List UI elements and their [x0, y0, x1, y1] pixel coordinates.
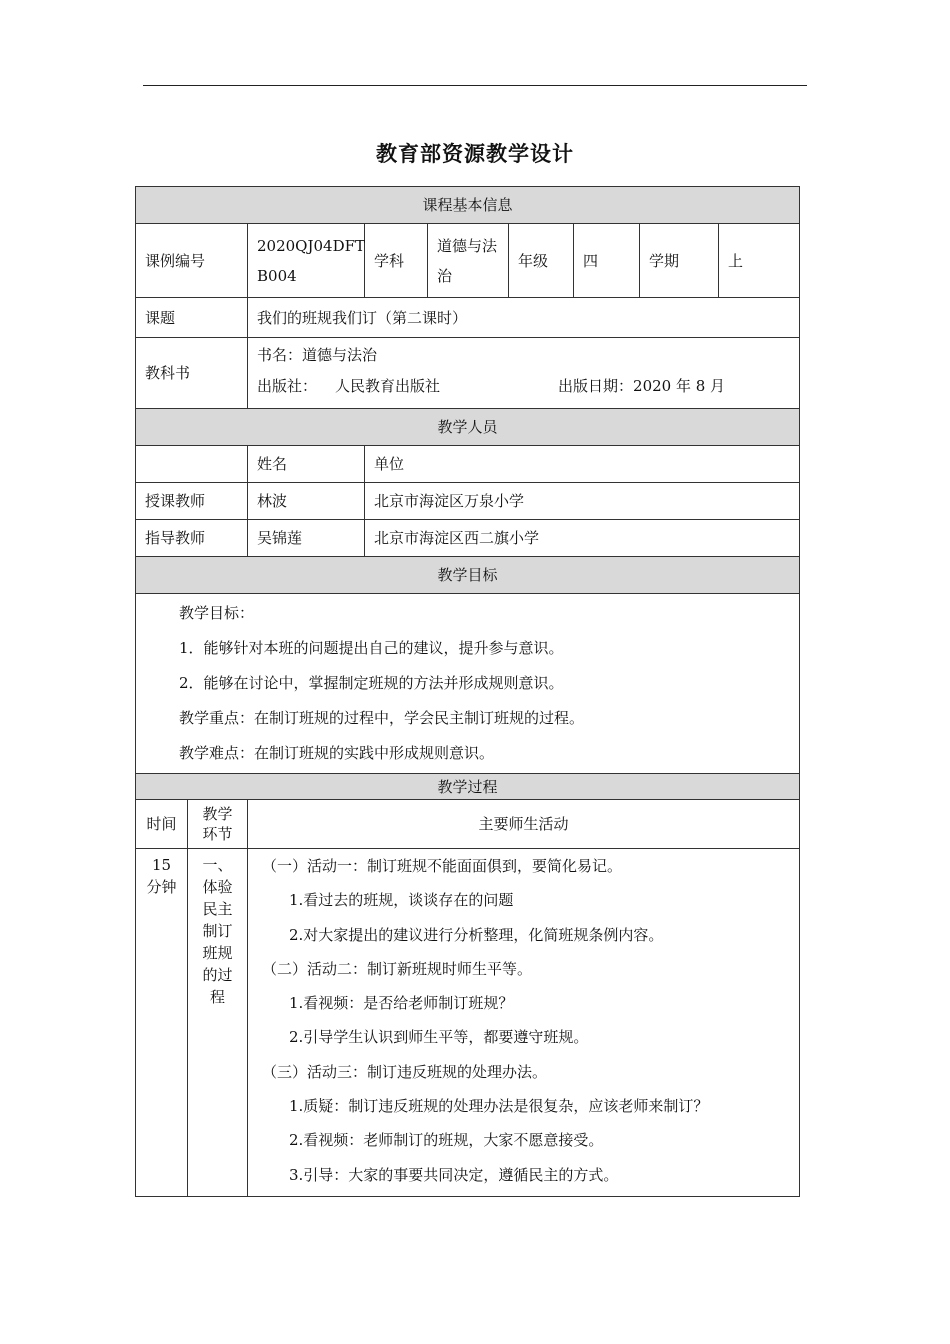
subject-label: 学科	[365, 224, 428, 298]
section-goals-title: 教学目标	[136, 557, 800, 594]
time-line-2: 分钟	[146, 878, 177, 896]
staff-role-header	[136, 446, 248, 483]
process-time-header: 时间	[136, 800, 188, 849]
header-rule	[143, 85, 807, 86]
pub-date: 出版日期：2020 年 8 月	[558, 377, 726, 395]
staff-row	[136, 483, 800, 520]
book-name: 书名：道德与法治	[257, 346, 378, 364]
activity-item: 2.看视频：老师制订的班规，大家不愿意接受。	[289, 1131, 604, 1150]
goal-line: 教学难点：在制订班规的实践中形成规则意识。	[179, 744, 495, 762]
goals-row	[136, 594, 800, 774]
activity-heading: （二）活动二：制订新班规时师生平等。	[262, 959, 533, 978]
goals-content	[136, 594, 800, 774]
section-goals	[136, 557, 800, 594]
step-line: 民主	[202, 900, 233, 918]
section-staff	[136, 409, 800, 446]
activity-item: 1.看过去的班规，谈谈存在的问题	[289, 891, 514, 910]
grade-value: 四	[574, 224, 640, 298]
case-no-label: 课例编号	[136, 224, 248, 298]
process-activity-header: 主要师生活动	[248, 800, 800, 849]
section-basic-title: 课程基本信息	[136, 187, 800, 224]
staff-name-header: 姓名	[248, 446, 365, 483]
lesson-design-table	[135, 186, 800, 1197]
textbook-label: 教科书	[136, 338, 248, 409]
textbook-value	[248, 338, 800, 409]
step-line: 的过	[202, 966, 233, 984]
topic-value: 我们的班规我们订（第二课时）	[248, 298, 800, 338]
section-process-title: 教学过程	[136, 774, 800, 800]
subject-value	[428, 224, 509, 298]
step-line: 班规	[202, 944, 233, 962]
process-step-header	[188, 800, 248, 849]
step-header-line-2: 环节	[202, 825, 233, 843]
staff-header-row	[136, 446, 800, 483]
grade-label: 年级	[509, 224, 574, 298]
term-value: 上	[719, 224, 800, 298]
term-label: 学期	[640, 224, 719, 298]
activity-item: 2.引导学生认识到师生平等，都要遵守班规。	[289, 1028, 589, 1047]
case-no-line-2: B004	[257, 266, 297, 285]
basic-info-row	[136, 224, 800, 298]
publisher-value: 人民教育出版社	[335, 377, 441, 395]
activity-heading: （三）活动三：制订违反班规的处理办法。	[262, 1062, 548, 1081]
staff-name: 吴锦莲	[248, 520, 365, 557]
case-no-line-1: 2020QJ04DFT	[257, 236, 366, 255]
subject-line-2: 治	[437, 266, 453, 285]
process-activities	[248, 849, 800, 1197]
goal-line: 教学目标：	[179, 604, 255, 622]
staff-unit: 北京市海淀区西二旗小学	[365, 520, 800, 557]
step-line: 程	[209, 988, 225, 1006]
process-time	[136, 849, 188, 1197]
publisher-label: 出版社：	[257, 377, 318, 395]
step-header-line-1: 教学	[202, 805, 233, 823]
staff-row	[136, 520, 800, 557]
textbook-row	[136, 338, 800, 409]
activity-item: 1.看视频：是否给老师制订班规？	[289, 994, 514, 1013]
activity-heading: （一）活动一：制订班规不能面面俱到，要简化易记。	[262, 857, 623, 875]
section-process	[136, 774, 800, 800]
process-row	[136, 849, 800, 1197]
goal-line: 教学重点：在制订班规的过程中，学会民主制订班规的过程。	[179, 709, 585, 727]
process-step	[188, 849, 248, 1197]
time-line-1: 15	[151, 856, 172, 874]
goal-line: 1．能够针对本班的问题提出自己的建议，提升参与意识。	[179, 639, 564, 657]
topic-row	[136, 298, 800, 338]
subject-line-1: 道德与法	[437, 236, 498, 255]
staff-role: 指导教师	[136, 520, 248, 557]
step-line: 制订	[202, 922, 233, 940]
activity-item: 1.质疑：制订违反班规的处理办法是很复杂，应该老师来制订？	[289, 1097, 709, 1116]
activity-item: 2.对大家提出的建议进行分析整理，化简班规条例内容。	[289, 925, 664, 944]
step-line: 一、	[202, 856, 233, 874]
goal-line: 2．能够在讨论中，掌握制定班规的方法并形成规则意识。	[179, 674, 564, 692]
page-title: 教育部资源教学设计	[376, 141, 574, 166]
topic-label: 课题	[136, 298, 248, 338]
staff-unit-header: 单位	[365, 446, 800, 483]
step-line: 体验	[202, 878, 233, 896]
staff-unit: 北京市海淀区万泉小学	[365, 483, 800, 520]
staff-name: 林波	[248, 483, 365, 520]
staff-role: 授课教师	[136, 483, 248, 520]
section-staff-title: 教学人员	[136, 409, 800, 446]
section-basic	[136, 187, 800, 224]
activity-item: 3.引导：大家的事要共同决定，遵循民主的方式。	[289, 1165, 619, 1184]
process-header-row	[136, 800, 800, 849]
publisher-line	[257, 373, 790, 404]
case-no-value	[248, 224, 365, 298]
